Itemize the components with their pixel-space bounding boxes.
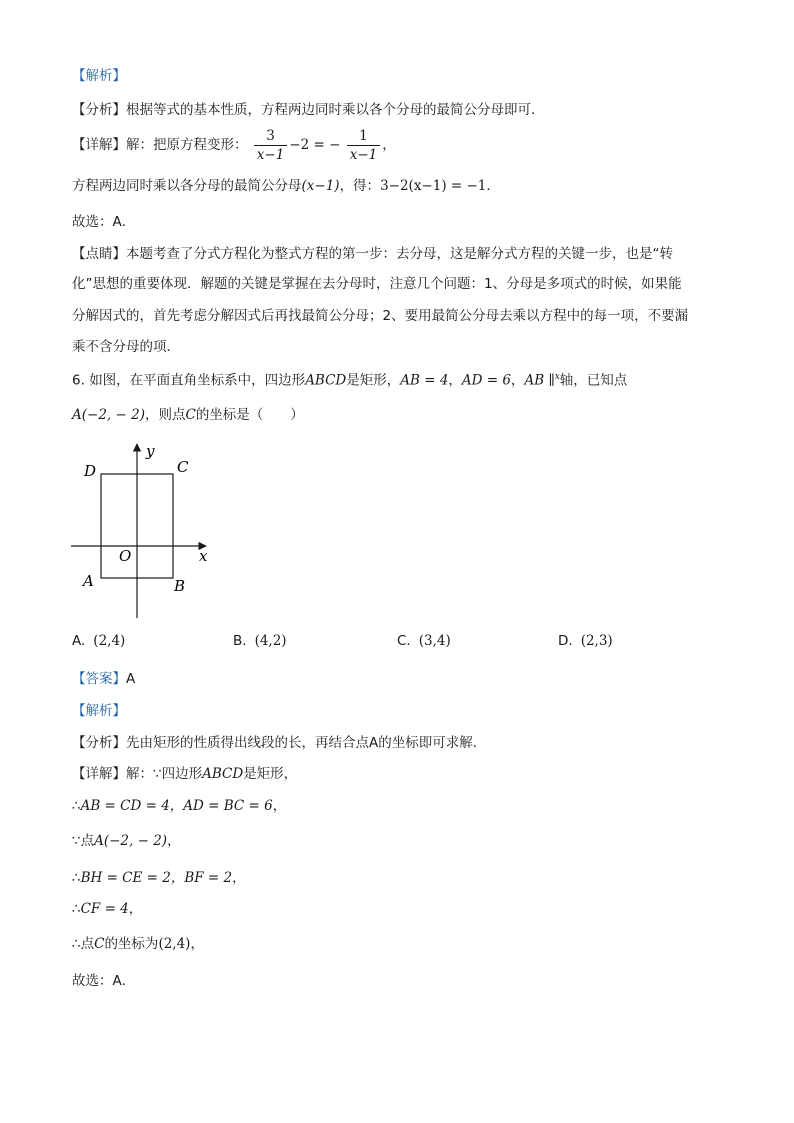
solution-xiangjie — [72, 764, 297, 784]
option-c-letter: C. — [397, 633, 411, 649]
fraction-1-denominator: x−1 — [256, 146, 285, 163]
equation-end: ， — [382, 137, 396, 153]
solution-step-5-c: C — [94, 936, 105, 952]
question-text-e: 的坐标是（ ） — [195, 407, 304, 423]
option-c[interactable] — [397, 633, 451, 649]
label-o: O — [119, 547, 132, 565]
option-d-letter: D. — [558, 633, 573, 649]
solution-step-2-symbol: ∵点 — [72, 833, 95, 849]
solution-step-2-math: A(−2, − 2) — [94, 833, 168, 849]
label-y: y — [146, 442, 155, 460]
label-c: C — [177, 458, 189, 476]
question-x-axis-var: x — [554, 372, 560, 382]
dianjing-line-1 — [72, 244, 673, 264]
solution-choose — [72, 971, 135, 991]
solution-step-4-end: ， — [128, 901, 143, 917]
dianjing-text-2: 化”思想的重要体现．解题的关键是掌握在去分母时，注意几个问题：1、分母是多项式的时候，如果能 — [72, 276, 682, 292]
step2-end: ． — [486, 178, 500, 194]
figure-svg — [66, 436, 226, 626]
dianjing-text-3: 分解因式的，首先考虑分解因式后再找最简公分母；2、要用最简公分母去乘以方程中的每一项，不要漏 — [72, 308, 689, 324]
solution-xiangjie-b: 是矩形， — [243, 766, 298, 782]
question-parallel: AB ∥ — [524, 372, 555, 389]
answer-value: A — [126, 671, 136, 687]
fraction-2-numerator: 1 — [347, 127, 381, 146]
solution-step-1-end: ， — [272, 798, 287, 814]
step2-mid: ，得： — [339, 178, 381, 194]
step2-line — [72, 176, 500, 196]
label-x: x — [199, 547, 208, 565]
solution-step-2-end: ， — [167, 833, 181, 849]
dianjing-text-1: 本题考查了分式方程化为整式方程的第一步：去分母，这是解分式方程的关键一步，也是“转 — [126, 246, 673, 262]
option-b-letter: B. — [233, 633, 247, 649]
option-a[interactable] — [72, 633, 125, 649]
solution-xiangjie-quad: ABCD — [202, 766, 244, 782]
label-a: A — [83, 572, 94, 590]
dianjing-line-3 — [72, 306, 688, 326]
fraction-1-numerator: 3 — [254, 127, 288, 146]
answer-tag: 【答案】 — [72, 671, 126, 687]
solution-choose-text: 故选：A． — [72, 973, 136, 989]
question-text-c: 轴，已知点 — [559, 372, 628, 389]
option-a-letter: A. — [72, 633, 86, 649]
solution-step-3-math: BH = CE = 2，BF = 2 — [80, 870, 233, 886]
solution-step-5-value: (2,4) — [158, 936, 191, 952]
analysis-heading — [72, 66, 126, 86]
solution-fenxi-tag: 【分析】 — [72, 735, 126, 751]
step2-math-1: (x−1) — [301, 178, 340, 194]
choose-text-top: 故选：A． — [72, 214, 136, 230]
solution-xiangjie-tag: 【详解】 — [72, 766, 126, 782]
fraction-2 — [347, 127, 381, 164]
step2-math-2: 3−2(x−1) = −1 — [380, 178, 487, 194]
choose-line-top — [72, 212, 135, 232]
solution-fenxi-text: 先由矩形的性质得出线段的长，再结合点A的坐标即可求解． — [126, 735, 487, 751]
solution-step-4 — [72, 899, 142, 919]
fraction-1 — [254, 127, 288, 164]
step2-prefix: 方程两边同时乘以各分母的最简公分母 — [72, 178, 302, 194]
solution-step-5-b: 的坐标为 — [104, 936, 159, 952]
solution-step-3-symbol: ∴ — [72, 870, 81, 886]
option-d[interactable] — [558, 633, 613, 649]
label-b: B — [174, 577, 186, 595]
dianjing-tag: 【点睛】 — [72, 246, 126, 262]
coordinate-figure — [66, 436, 226, 626]
question-ab: AB = 4 — [400, 372, 449, 389]
solution-step-1 — [72, 796, 286, 816]
question-line-2 — [72, 405, 304, 425]
solution-step-5-a: ∴点 — [72, 936, 95, 952]
question-point-a: A(−2, − 2) — [72, 407, 145, 423]
solution-xiangjie-a: 解：∵四边形 — [126, 766, 203, 782]
solution-step-3-end: ， — [232, 870, 246, 886]
question-ad: AD = 6 — [461, 372, 511, 389]
dianjing-line-4 — [72, 337, 180, 357]
question-text-a: 如图，在平面直角坐标系中，四边形 — [89, 372, 306, 389]
option-c-value: (3,4) — [418, 633, 451, 649]
xiangjie-tag: 【详解】 — [72, 137, 126, 153]
fraction-2-denominator: x−1 — [349, 146, 378, 163]
solution-step-1-symbol: ∴ — [72, 798, 81, 814]
question-number: 6. — [72, 372, 85, 389]
equation-middle: −2 = − — [289, 137, 341, 153]
solution-step-5 — [72, 934, 204, 954]
solution-step-5-end: ， — [190, 936, 204, 952]
option-a-value: (2,4) — [93, 633, 126, 649]
fenxi-tag: 【分析】 — [72, 102, 126, 118]
solution-step-4-math: CF = 4 — [80, 901, 129, 917]
dianjing-text-4: 乘不含分母的项． — [72, 339, 180, 355]
solution-analysis-tag: 【解析】 — [72, 703, 126, 719]
question-text-d: ，则点 — [144, 407, 186, 423]
question-quad: ABCD — [305, 372, 347, 389]
solution-step-2 — [72, 831, 181, 851]
answer-line — [72, 669, 135, 689]
option-b[interactable] — [233, 633, 287, 649]
solution-analysis-heading — [72, 701, 126, 721]
question-line-1: 6. 如图，在平面直角坐标系中，四边形ABCD是矩形，AB = 4，AD = 6，AB ∥$^x$轴，已知点 — [72, 372, 628, 389]
option-b-value: (4,2) — [254, 633, 287, 649]
fenxi-text: 根据等式的基本性质，方程两边同时乘以各个分母的最简公分母即可． — [126, 102, 545, 118]
solution-step-4-symbol: ∴ — [72, 901, 81, 917]
solution-step-3 — [72, 868, 246, 888]
xiangjie-equation-line — [72, 126, 396, 164]
dianjing-line-2 — [72, 274, 682, 294]
solution-fenxi — [72, 733, 486, 753]
option-d-value: (2,3) — [580, 633, 613, 649]
label-d: D — [84, 462, 97, 480]
question-point-c: C — [185, 407, 196, 423]
question-text-b: 是矩形， — [346, 372, 401, 389]
analysis-tag: 【解析】 — [72, 68, 126, 84]
fenxi-paragraph — [72, 100, 545, 120]
solution-step-1-math: AB = CD = 4，AD = BC = 6 — [80, 798, 273, 814]
xiangjie-prefix: 解：把原方程变形： — [126, 137, 248, 153]
